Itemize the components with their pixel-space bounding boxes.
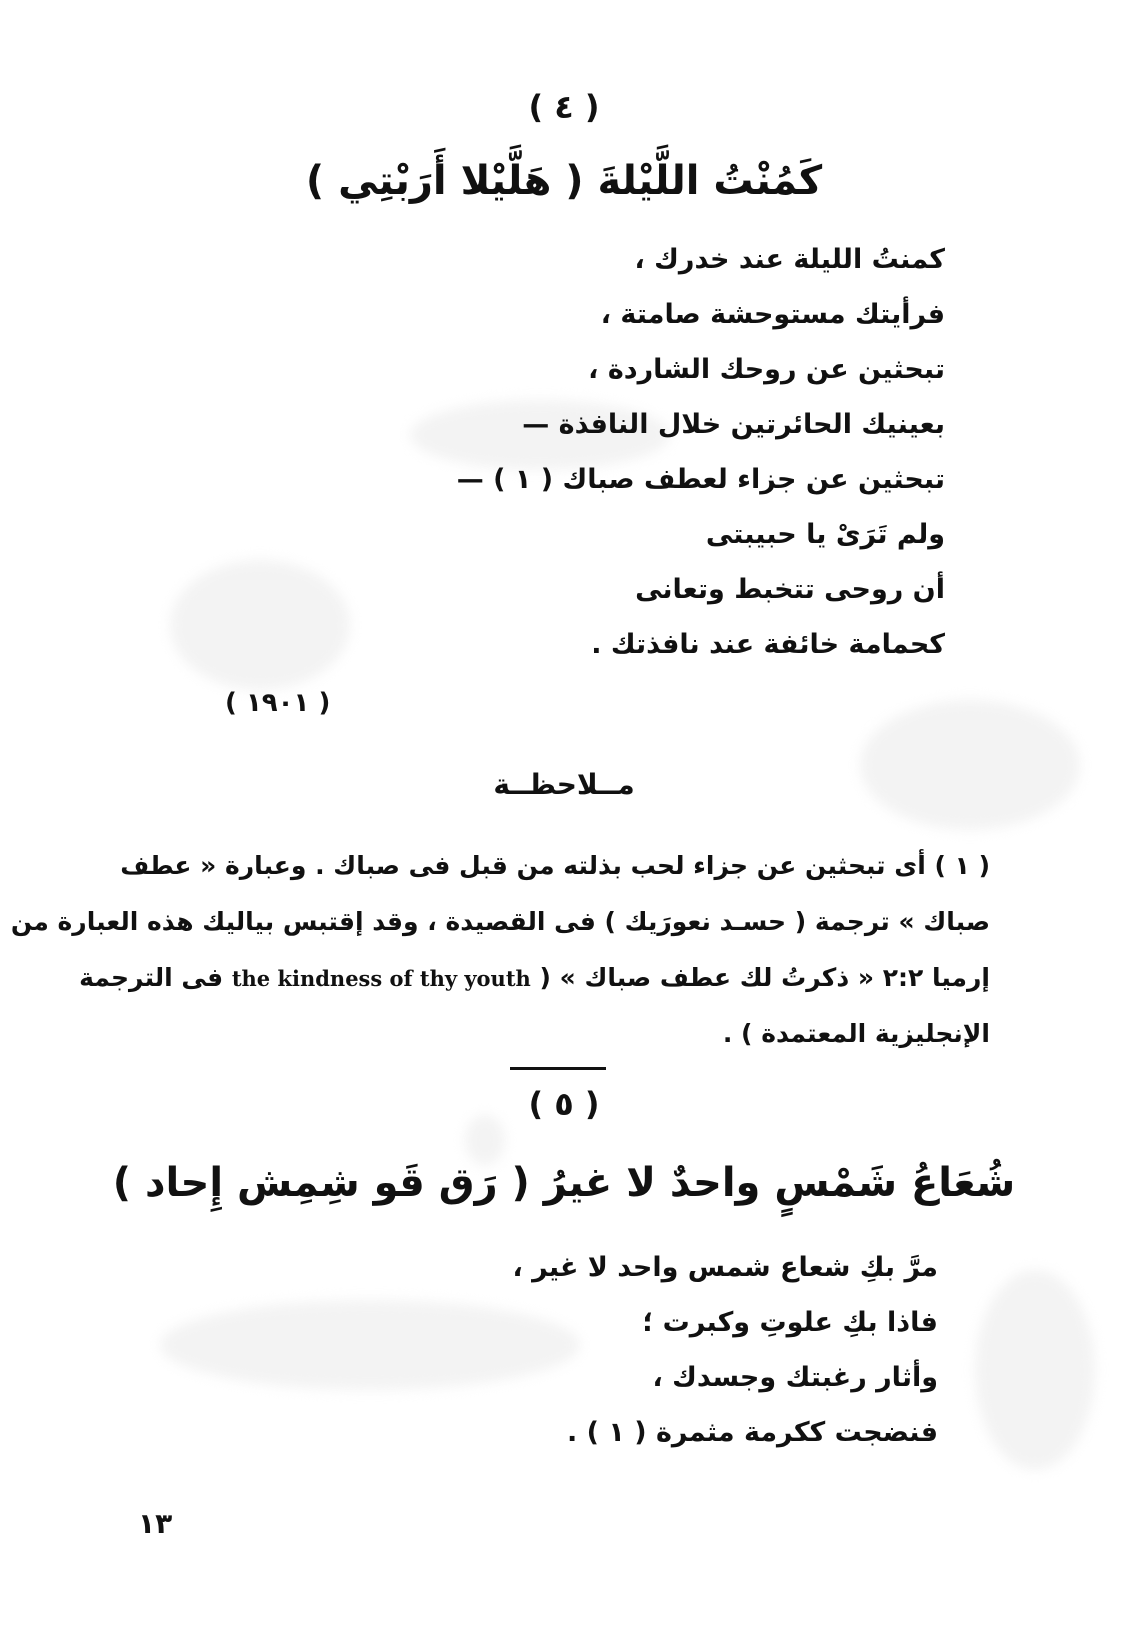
- verse-line: تبحثين عن روحك الشاردة ،: [588, 354, 945, 385]
- footnote-block: [10, 838, 990, 1062]
- verse-line: وأثار رغبتك وجسدك ،: [652, 1362, 938, 1393]
- poem-4-title: كَمُنْتُ اللَّيْلةَ ( هَلَّيْلا أَرَبْتِي ): [305, 158, 823, 204]
- footnote-text: فى الترجمة: [79, 963, 232, 992]
- scan-smudge: [975, 1270, 1095, 1470]
- scan-smudge: [170, 560, 350, 690]
- verse-line: كمنتُ الليلة عند خدرك ،: [634, 244, 945, 275]
- page-number: ١٣: [138, 1507, 173, 1540]
- verse-line: تبحثين عن جزاء لعطف صباك ( ١ ) —: [456, 464, 945, 495]
- footnote-line: صباك » ترجمة ( حسـد نعورَيك ) فى القصيدة ، وقد إقتبس بياليك هذه العبارة من: [10, 907, 990, 936]
- poem-4-stanza-2: [457, 452, 945, 672]
- verse-line: فاذا بكِ علوتِ وكبرت ؛: [642, 1307, 938, 1338]
- footnote-text: إرميا ٢:٢ « ذكرتُ لك عطف صباك » (: [530, 963, 990, 992]
- poem-5-title: شُعَاعُ شَمْسٍ واحدٌ لا غيرُ ( رَق قَو شِمِش إِحاد ): [112, 1160, 1016, 1206]
- footnote-line: ( ١ ) أى تبحثين عن جزاء لحب بذلته من قبل فى صباك . وعبارة « عطف: [120, 851, 990, 880]
- verse-line: كحمامة خائفة عند نافذتك .: [591, 629, 945, 660]
- verse-line: أن روحى تتخبط وتعانى: [635, 574, 945, 605]
- poem-4-date: ( ١٩٠١ ): [225, 688, 331, 718]
- footnote-line: [79, 950, 990, 1006]
- section-divider: [510, 1067, 606, 1070]
- poem-4-stanza-1: [522, 232, 945, 452]
- verse-line: مرَّ بكِ شعاع شمس واحد لا غير ،: [512, 1252, 938, 1283]
- poem-4-number: ( ٤ ): [528, 88, 600, 126]
- english-quote: the kindness of thy youth: [231, 966, 531, 991]
- scan-smudge: [860, 700, 1080, 830]
- verse-line: فرأيتك مستوحشة صامتة ،: [600, 299, 945, 330]
- verse-line: فنضجت ككرمة مثمرة ( ١ ) .: [566, 1417, 938, 1448]
- poem-5-stanza: [512, 1240, 938, 1460]
- verse-line: ولم تَرَىْ يا حبيبتى: [705, 519, 945, 550]
- footnote-line: الإنجليزية المعتمدة ) .: [722, 1019, 990, 1048]
- note-heading: مــلاحظــة: [493, 768, 635, 801]
- poem-5-number: ( ٥ ): [528, 1085, 600, 1123]
- verse-line: بعينيك الحائرتين خلال النافذة —: [522, 409, 945, 440]
